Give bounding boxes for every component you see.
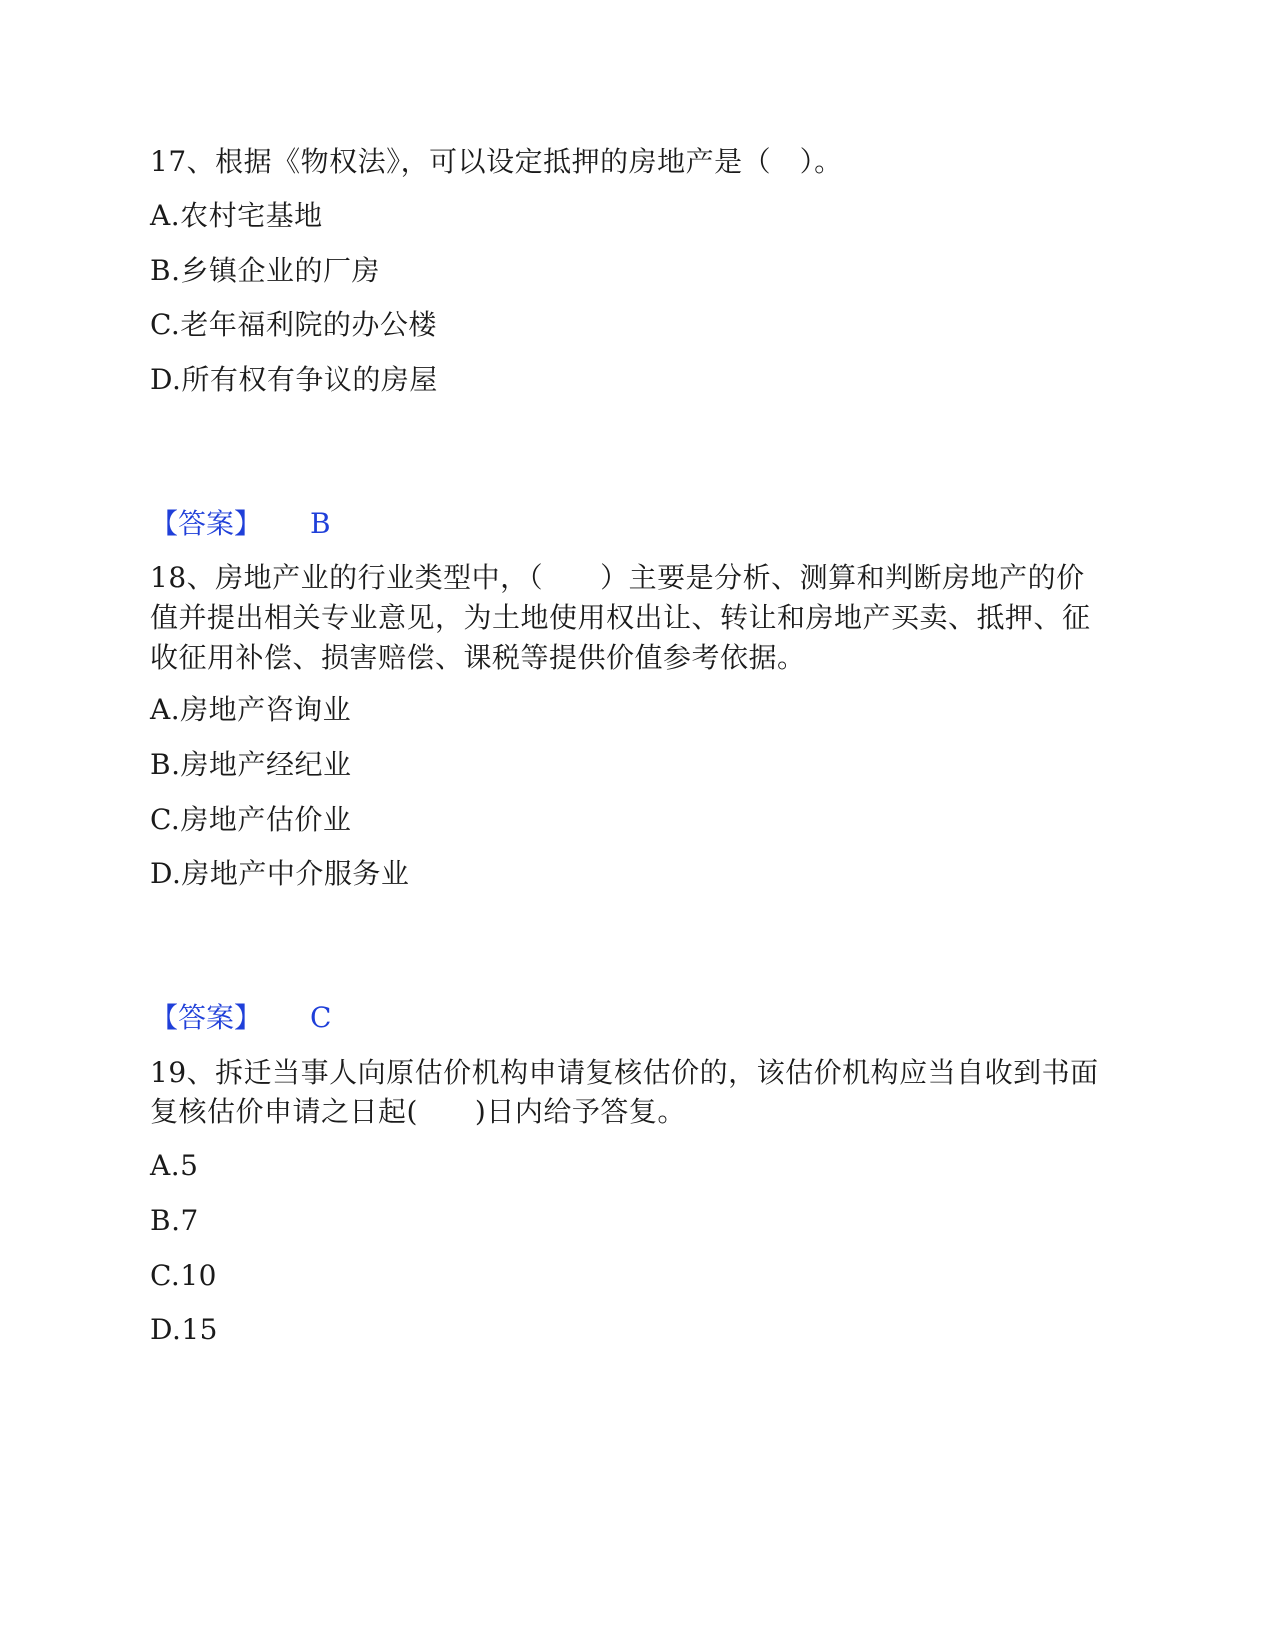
answer-label: 【答案】	[150, 507, 263, 540]
question-19-option-a: A.5	[150, 1149, 199, 1182]
answer-value: B	[310, 507, 331, 540]
answer-label: 【答案】	[150, 1001, 263, 1034]
question-19-option-c: C.10	[150, 1259, 217, 1292]
question-18-option-c: C.房地产估价业	[150, 803, 352, 836]
question-19-option-d: D.15	[150, 1313, 218, 1346]
question-18-answer	[150, 998, 331, 1038]
question-18-option-a: A.房地产咨询业	[150, 693, 352, 726]
question-17-answer	[150, 504, 331, 544]
question-19-stem-line-1: 19、拆迁当事人向原估价机构申请复核估价的，该估价机构应当自收到书面	[150, 1056, 1099, 1089]
question-19-stem-line-2: 复核估价申请之日起( )日内给予答复。	[150, 1095, 686, 1128]
question-17-option-c: C.老年福利院的办公楼	[150, 308, 437, 341]
question-18-stem-line-2: 值并提出相关专业意见，为土地使用权出让、转让和房地产买卖、抵押、征	[150, 601, 1091, 634]
question-18-option-b: B.房地产经纪业	[150, 748, 352, 781]
question-18-stem-line-3: 收征用补偿、损害赔偿、课税等提供价值参考依据。	[150, 641, 806, 674]
question-17-option-b: B.乡镇企业的厂房	[150, 254, 380, 287]
question-17-stem: 17、根据《物权法》，可以设定抵押的房地产是（ ）。	[150, 145, 843, 178]
question-17-option-a: A.农村宅基地	[150, 199, 323, 232]
question-19-option-b: B.7	[150, 1204, 199, 1237]
answer-value: C	[310, 1001, 332, 1034]
question-18-option-d: D.房地产中介服务业	[150, 857, 410, 890]
question-17-option-d: D.所有权有争议的房屋	[150, 363, 438, 396]
question-18-stem-line-1: 18、房地产业的行业类型中，（ ）主要是分析、测算和判断房地产的价	[150, 561, 1085, 594]
